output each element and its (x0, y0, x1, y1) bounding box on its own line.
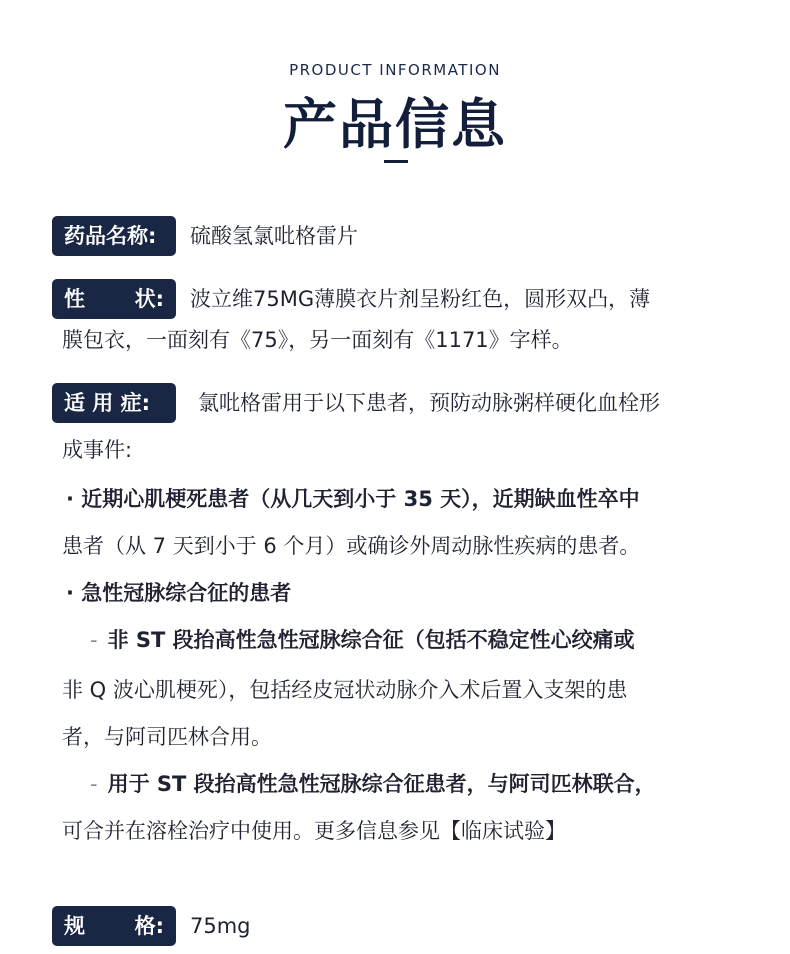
page-title: 产品信息 (283, 93, 507, 156)
spec-label-second: 格: (134, 914, 164, 938)
spec-label-first: 规 (64, 914, 85, 938)
sub-item-1-line-2: 非 Q 波心肌梗死），包括经皮冠状动脉介入术后置入支架的患 (62, 678, 628, 702)
sub-item-1-line-3: 者，与阿司匹林合用。 (62, 725, 272, 749)
sub-item-2-text: 用于 ST 段抬高性急性冠脉综合征患者，与阿司匹林联合， (107, 772, 656, 796)
bullet-1-line-1: · 近期心肌梗死患者（从几天到小于 35 天），近期缺血性卒中 (66, 487, 640, 511)
title-divider (384, 160, 408, 163)
indications-label: 适 用 症: (52, 383, 176, 423)
sub-item-2-dash: - (90, 772, 98, 796)
sub-item-1-line-1 (90, 625, 635, 655)
sub-item-1-text: 非 ST 段抬高性急性冠脉综合征（包括不稳定性心绞痛或 (107, 628, 635, 652)
indications-line-1: 氯吡格雷用于以下患者，预防动脉粥样硬化血栓形 (198, 391, 660, 415)
appearance-label (52, 279, 176, 319)
appearance-label-first: 性 (64, 287, 85, 311)
appearance-label-second: 状: (134, 287, 164, 311)
appearance-line-1: 波立维75MG薄膜衣片剂呈粉红色，圆形双凸，薄 (190, 287, 651, 311)
section-subtitle: PRODUCT INFORMATION (289, 61, 501, 79)
bullet-1-line-2: 患者（从 7 天到小于 6 个月）或确诊外周动脉性疾病的患者。 (62, 534, 641, 558)
sub-item-2-line-2: 可合并在溶栓治疗中使用。更多信息参见【临床试验】 (62, 819, 566, 843)
indications-line-2: 成事件: (62, 438, 133, 462)
spec-value: 75mg (190, 914, 251, 938)
drug-name-label: 药品名称: (52, 216, 176, 256)
bullet-2: · 急性冠脉综合征的患者 (66, 581, 292, 605)
appearance-line-2: 膜包衣，一面刻有《75》，另一面刻有《1171》字样。 (62, 328, 573, 352)
sub-item-1-dash: - (90, 628, 98, 652)
spec-label (52, 906, 176, 946)
sub-item-2-line-1 (90, 769, 656, 799)
drug-name-value: 硫酸氢氯吡格雷片 (190, 224, 358, 248)
